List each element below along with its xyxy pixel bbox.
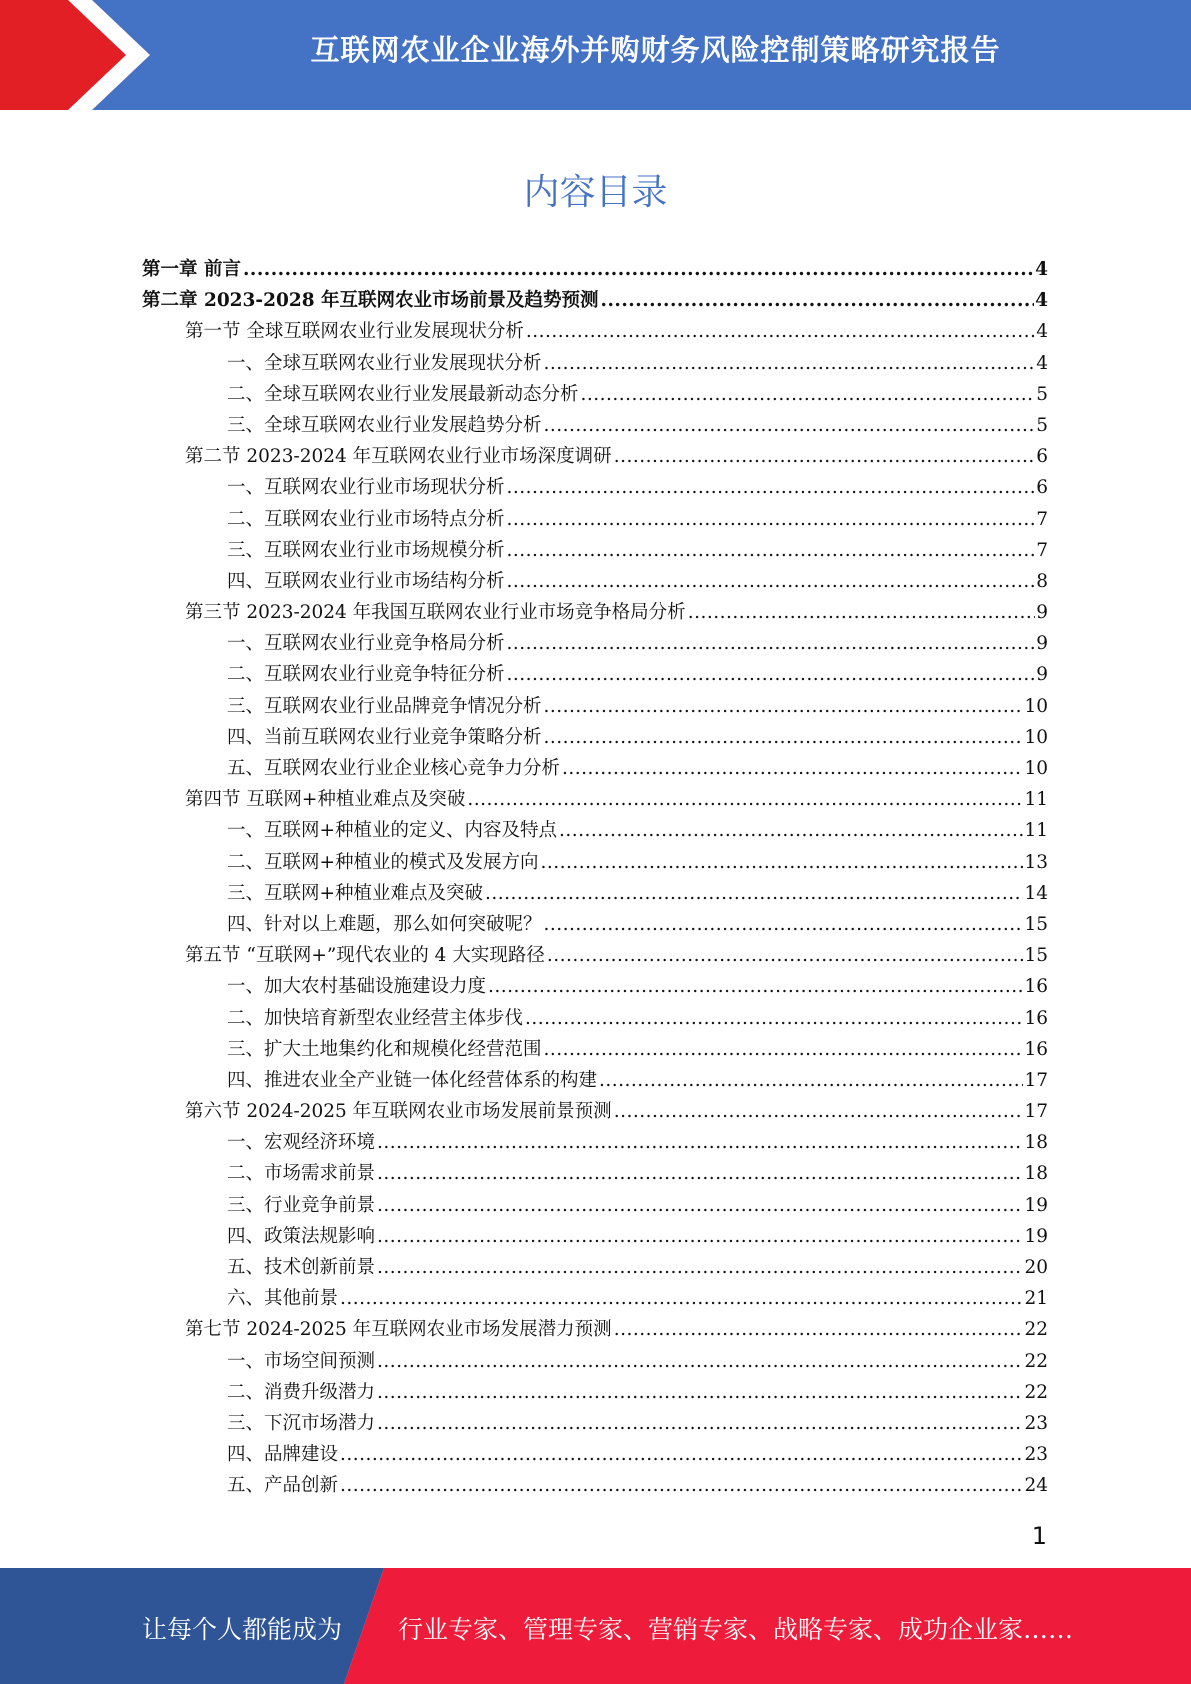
toc-entry[interactable] — [142, 971, 1048, 1002]
toc-entry-page: 15 — [1024, 945, 1048, 967]
toc-dot-leader — [547, 940, 1024, 971]
toc-entry-title: 一、互联网农业行业竞争格局分析 — [227, 633, 505, 655]
toc-entry-title: 五、技术创新前景 — [227, 1257, 376, 1278]
toc-entry[interactable] — [142, 254, 1048, 285]
toc-entry-page: 9 — [1036, 602, 1048, 624]
toc-entry-page: 9 — [1036, 633, 1048, 655]
footer-slogan-left: 让每个人都能成为 — [142, 1615, 343, 1644]
toc-dot-leader — [507, 659, 1036, 690]
toc-entry-page: 10 — [1024, 695, 1048, 717]
toc-dot-leader — [507, 566, 1036, 597]
toc-entry[interactable] — [142, 784, 1048, 815]
toc-dot-leader — [559, 815, 1023, 846]
toc-entry-title: 二、互联网农业行业市场特点分析 — [227, 508, 505, 530]
toc-entry-title: 第一节 全球互联网农业行业发展现状分析 — [185, 321, 524, 343]
toc-entry[interactable] — [142, 1283, 1048, 1314]
toc-dot-leader — [377, 1190, 1023, 1221]
toc-entry-title: 四、品牌建设 — [227, 1444, 339, 1466]
table-of-contents — [142, 254, 1048, 1502]
footer-banner — [0, 1568, 1191, 1684]
toc-dot-leader — [544, 722, 1024, 753]
toc-entry[interactable] — [142, 1314, 1048, 1345]
toc-dot-leader — [544, 909, 1024, 940]
toc-entry[interactable] — [142, 535, 1048, 566]
toc-dot-leader — [544, 691, 1024, 722]
toc-entry[interactable] — [142, 691, 1048, 722]
toc-dot-leader — [507, 535, 1036, 566]
toc-entry[interactable] — [142, 410, 1048, 441]
toc-dot-leader — [243, 254, 1034, 285]
toc-entry[interactable] — [142, 1439, 1048, 1470]
toc-entry-page: 22 — [1024, 1350, 1048, 1372]
toc-entry-title: 三、互联网+种植业难点及突破 — [227, 882, 484, 904]
toc-entry-title: 第七节 2024-2025 年互联网农业市场发展潜力预测 — [185, 1319, 612, 1341]
toc-entry-page: 7 — [1036, 508, 1048, 530]
toc-entry[interactable] — [142, 909, 1048, 940]
toc-heading: 内容目录 — [523, 172, 668, 213]
toc-entry[interactable] — [142, 504, 1048, 535]
toc-entry-title: 第二章 2023-2028 年互联网农业市场前景及趋势预测 — [142, 290, 599, 312]
toc-entry-page: 16 — [1024, 1007, 1048, 1029]
toc-entry-page: 15 — [1024, 913, 1048, 935]
footer-slogan-right: 行业专家、管理专家、营销专家、战略专家、成功企业家…… — [398, 1615, 1074, 1644]
toc-entry-page: 11 — [1024, 820, 1048, 842]
toc-dot-leader — [525, 1003, 1023, 1034]
toc-entry-page: 22 — [1024, 1381, 1048, 1403]
toc-entry-page: 7 — [1036, 539, 1048, 561]
toc-entry-title: 一、宏观经济环境 — [227, 1132, 376, 1154]
toc-entry-title: 一、加大农村基础设施建设力度 — [227, 976, 487, 998]
toc-entry-title: 二、加快培育新型农业经营主体步伐 — [227, 1007, 524, 1029]
toc-entry-title: 三、下沉市场潜力 — [227, 1412, 376, 1434]
toc-dot-leader — [377, 1346, 1023, 1377]
toc-entry-page: 19 — [1024, 1194, 1048, 1216]
toc-dot-leader — [541, 847, 1024, 878]
toc-entry[interactable] — [142, 1158, 1048, 1189]
toc-dot-leader — [614, 441, 1036, 472]
toc-entry[interactable] — [142, 1127, 1048, 1158]
toc-entry[interactable] — [142, 878, 1048, 909]
toc-entry-title: 一、市场空间预测 — [227, 1350, 376, 1372]
toc-entry-title: 四、针对以上难题，那么如何突破呢？ — [227, 913, 542, 935]
toc-entry[interactable] — [142, 1377, 1048, 1408]
toc-dot-leader — [544, 348, 1036, 379]
toc-entry-title: 二、全球互联网农业行业发展最新动态分析 — [227, 383, 579, 405]
header-banner — [0, 0, 1191, 110]
toc-entry-title: 二、互联网农业行业竞争特征分析 — [227, 664, 505, 686]
toc-entry-title: 第二节 2023-2024 年互联网农业行业市场深度调研 — [185, 446, 612, 468]
toc-dot-leader — [688, 597, 1036, 628]
toc-dot-leader — [377, 1377, 1023, 1408]
toc-dot-leader — [340, 1283, 1023, 1314]
toc-entry-title: 四、政策法规影响 — [227, 1225, 376, 1247]
toc-entry-title: 二、消费升级潜力 — [227, 1381, 376, 1403]
toc-dot-leader — [526, 316, 1035, 347]
toc-entry-page: 11 — [1024, 789, 1048, 811]
toc-dot-leader — [562, 753, 1023, 784]
toc-entry[interactable] — [142, 1190, 1048, 1221]
toc-entry-title: 第一章 前言 — [142, 259, 241, 280]
toc-entry-title: 一、全球互联网农业行业发展现状分析 — [227, 352, 542, 374]
toc-entry[interactable] — [142, 1096, 1048, 1127]
toc-entry-page: 17 — [1024, 1069, 1048, 1091]
toc-dot-leader — [544, 410, 1036, 441]
toc-entry[interactable] — [142, 1221, 1048, 1252]
toc-entry[interactable] — [142, 628, 1048, 659]
toc-entry-title: 第五节 “互联网+”现代农业的 4 大实现路径 — [185, 945, 545, 967]
toc-entry-title: 一、互联网农业行业市场现状分析 — [227, 477, 505, 499]
toc-entry[interactable] — [142, 1252, 1048, 1283]
toc-entry[interactable] — [142, 722, 1048, 753]
toc-entry[interactable] — [142, 659, 1048, 690]
toc-entry-title: 三、行业竞争前景 — [227, 1194, 376, 1216]
toc-entry-page: 18 — [1024, 1163, 1048, 1185]
toc-entry-page: 23 — [1024, 1412, 1048, 1434]
toc-entry[interactable] — [142, 597, 1048, 628]
toc-entry-page: 16 — [1024, 976, 1048, 998]
toc-entry-page: 24 — [1024, 1475, 1048, 1497]
toc-entry-page: 10 — [1024, 726, 1048, 748]
toc-entry-page: 20 — [1024, 1257, 1048, 1278]
toc-dot-leader — [377, 1127, 1023, 1158]
toc-entry-page: 9 — [1036, 664, 1048, 686]
toc-entry-page: 17 — [1024, 1101, 1048, 1123]
toc-entry[interactable] — [142, 815, 1048, 846]
toc-dot-leader — [485, 878, 1023, 909]
toc-entry-title: 一、互联网+种植业的定义、内容及特点 — [227, 820, 558, 842]
toc-entry-title: 四、当前互联网农业行业竞争策略分析 — [227, 726, 542, 748]
toc-entry[interactable] — [142, 316, 1048, 347]
toc-dot-leader — [488, 971, 1023, 1002]
toc-entry-title: 二、市场需求前景 — [227, 1163, 376, 1185]
toc-entry[interactable] — [142, 1470, 1048, 1501]
toc-entry-title: 第四节 互联网+种植业难点及突破 — [185, 789, 466, 811]
toc-entry-title: 三、互联网农业行业品牌竞争情况分析 — [227, 695, 542, 717]
toc-dot-leader — [581, 379, 1036, 410]
toc-entry-title: 四、互联网农业行业市场结构分析 — [227, 570, 505, 592]
toc-entry-title: 第六节 2024-2025 年互联网农业市场发展前景预测 — [185, 1101, 612, 1123]
toc-entry-page: 10 — [1024, 758, 1048, 779]
toc-dot-leader — [340, 1470, 1023, 1501]
toc-entry-title: 三、扩大土地集约化和规模化经营范围 — [227, 1038, 542, 1060]
toc-dot-leader — [614, 1096, 1024, 1127]
toc-entry-title: 四、推进农业全产业链一体化经营体系的构建 — [227, 1069, 598, 1091]
toc-dot-leader — [599, 1065, 1023, 1096]
toc-entry[interactable] — [142, 753, 1048, 784]
toc-dot-leader — [377, 1252, 1023, 1283]
toc-entry-page: 8 — [1036, 570, 1048, 592]
toc-dot-leader — [340, 1439, 1023, 1470]
toc-dot-leader — [467, 784, 1023, 815]
toc-entry-page: 5 — [1036, 383, 1048, 405]
toc-entry[interactable] — [142, 847, 1048, 878]
toc-entry[interactable] — [142, 1034, 1048, 1065]
toc-dot-leader — [544, 1034, 1024, 1065]
toc-entry[interactable] — [142, 285, 1048, 316]
toc-entry[interactable] — [142, 940, 1048, 971]
toc-entry-page: 4 — [1036, 352, 1048, 374]
toc-entry-page: 18 — [1024, 1132, 1048, 1154]
page-number: 1 — [1031, 1522, 1047, 1550]
toc-entry-page: 6 — [1036, 446, 1048, 468]
toc-entry[interactable] — [142, 348, 1048, 379]
toc-dot-leader — [614, 1314, 1024, 1345]
toc-entry-page: 4 — [1035, 290, 1048, 312]
toc-entry-page: 21 — [1024, 1288, 1048, 1310]
toc-entry[interactable] — [142, 1346, 1048, 1377]
toc-entry-page: 16 — [1024, 1038, 1048, 1060]
toc-entry[interactable] — [142, 1065, 1048, 1096]
toc-entry[interactable] — [142, 1003, 1048, 1034]
toc-dot-leader — [377, 1221, 1023, 1252]
toc-dot-leader — [377, 1408, 1023, 1439]
toc-entry-title: 第三节 2023-2024 年我国互联网农业行业市场竞争格局分析 — [185, 602, 686, 624]
toc-dot-leader — [507, 472, 1036, 503]
toc-entry-title: 三、互联网农业行业市场规模分析 — [227, 539, 505, 561]
toc-dot-leader — [377, 1158, 1023, 1189]
toc-entry-page: 23 — [1024, 1444, 1048, 1466]
toc-entry-page: 13 — [1024, 851, 1048, 873]
toc-dot-leader — [507, 504, 1036, 535]
toc-entry-title: 二、互联网+种植业的模式及发展方向 — [227, 851, 539, 873]
toc-entry-page: 4 — [1036, 321, 1048, 343]
toc-entry-page: 19 — [1024, 1225, 1048, 1247]
toc-entry-title: 三、全球互联网农业行业发展趋势分析 — [227, 414, 542, 436]
toc-entry-title: 五、互联网农业行业企业核心竞争力分析 — [227, 758, 561, 779]
toc-entry-page: 22 — [1024, 1319, 1048, 1341]
toc-dot-leader — [601, 285, 1035, 316]
toc-entry[interactable] — [142, 379, 1048, 410]
toc-entry[interactable] — [142, 472, 1048, 503]
toc-entry[interactable] — [142, 1408, 1048, 1439]
toc-entry-page: 14 — [1024, 882, 1048, 904]
toc-entry[interactable] — [142, 441, 1048, 472]
toc-dot-leader — [507, 628, 1036, 659]
toc-entry[interactable] — [142, 566, 1048, 597]
toc-entry-page: 6 — [1036, 477, 1048, 499]
toc-entry-title: 五、产品创新 — [227, 1475, 339, 1497]
report-title: 互联网农业企业海外并购财务风险控制策略研究报告 — [310, 33, 1001, 67]
toc-entry-page: 4 — [1035, 259, 1048, 280]
toc-entry-page: 5 — [1036, 414, 1048, 436]
toc-entry-title: 六、其他前景 — [227, 1288, 339, 1310]
